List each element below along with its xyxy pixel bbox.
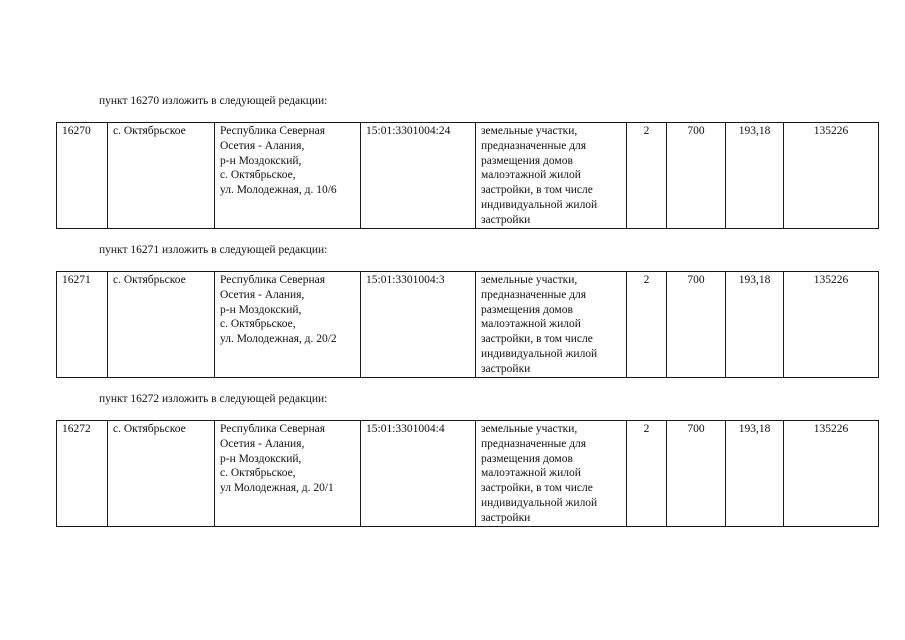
- usage-line: размещения домов: [481, 452, 573, 465]
- area-cell: 700: [667, 123, 726, 229]
- area-cell: 700: [667, 272, 726, 378]
- area-cell: 700: [667, 421, 726, 527]
- settlement-cell: с. Октябрьское: [108, 123, 215, 229]
- usage-line: малоэтажной жилой: [481, 318, 581, 331]
- usage-line: застройки: [481, 511, 531, 524]
- cadastral-number-cell: 15:01:3301004:4: [361, 421, 476, 527]
- address-line: Осетия - Алания,: [220, 288, 305, 301]
- address-line: с. Октябрьское,: [220, 169, 296, 182]
- value-cell: 135226: [784, 421, 879, 527]
- rate-cell: 193,18: [726, 123, 784, 229]
- usage-cell: [476, 123, 627, 229]
- section-intro: пункт 16272 изложить в следующей редакции:: [99, 393, 328, 405]
- address-line: Республика Северная: [220, 125, 326, 137]
- usage-line: индивидуальной жилой: [481, 496, 598, 509]
- address-line: Республика Северная: [220, 423, 326, 435]
- row-number: 16270: [57, 123, 108, 229]
- usage-line: застройки: [481, 213, 531, 226]
- row-number: 16271: [57, 272, 108, 378]
- section-intro: пункт 16271 изложить в следующей редакции:: [99, 244, 328, 256]
- usage-line: застройки, в том числе: [481, 184, 593, 197]
- usage-line: индивидуальной жилой: [481, 347, 598, 360]
- section-intro: пункт 16270 изложить в следующей редакции:: [99, 95, 328, 107]
- usage-line: малоэтажной жилой: [481, 467, 581, 480]
- address-line: р-н Моздокский,: [220, 452, 302, 465]
- row-number: 16272: [57, 421, 108, 527]
- value-cell: 135226: [784, 272, 879, 378]
- usage-cell: [476, 421, 627, 527]
- address-line: Республика Северная: [220, 274, 326, 286]
- usage-line: предназначенные для: [481, 139, 587, 152]
- usage-line: застройки, в том числе: [481, 482, 593, 495]
- rate-cell: 193,18: [726, 272, 784, 378]
- usage-line: земельные участки,: [481, 423, 578, 435]
- cadastral-number-cell: 15:01:3301004:3: [361, 272, 476, 378]
- category-cell: 2: [627, 272, 667, 378]
- category-cell: 2: [627, 123, 667, 229]
- address-cell: [215, 272, 361, 378]
- usage-line: застройки: [481, 362, 531, 375]
- address-line: р-н Моздокский,: [220, 154, 302, 167]
- address-cell: [215, 123, 361, 229]
- amendment-table: [56, 420, 879, 527]
- usage-line: размещения домов: [481, 303, 573, 316]
- usage-line: размещения домов: [481, 154, 573, 167]
- address-line: р-н Моздокский,: [220, 303, 302, 316]
- address-line: с. Октябрьское,: [220, 318, 296, 331]
- usage-line: индивидуальной жилой: [481, 198, 598, 211]
- usage-line: предназначенные для: [481, 437, 587, 450]
- table-row: [57, 123, 879, 229]
- address-line: ул Молодежная, д. 20/1: [220, 482, 334, 495]
- table-row: [57, 272, 879, 378]
- category-cell: 2: [627, 421, 667, 527]
- address-line: с. Октябрьское,: [220, 467, 296, 480]
- amendment-table: [56, 122, 879, 229]
- usage-line: земельные участки,: [481, 125, 578, 137]
- usage-cell: [476, 272, 627, 378]
- settlement-cell: с. Октябрьское: [108, 272, 215, 378]
- rate-cell: 193,18: [726, 421, 784, 527]
- usage-line: застройки, в том числе: [481, 333, 593, 346]
- amendment-table: [56, 271, 879, 378]
- address-cell: [215, 421, 361, 527]
- address-line: ул. Молодежная, д. 20/2: [220, 333, 337, 346]
- usage-line: предназначенные для: [481, 288, 587, 301]
- usage-line: земельные участки,: [481, 274, 578, 286]
- address-line: Осетия - Алания,: [220, 139, 305, 152]
- table-row: [57, 421, 879, 527]
- value-cell: 135226: [784, 123, 879, 229]
- cadastral-number-cell: 15:01:3301004:24: [361, 123, 476, 229]
- usage-line: малоэтажной жилой: [481, 169, 581, 182]
- address-line: ул. Молодежная, д. 10/6: [220, 184, 337, 197]
- settlement-cell: с. Октябрьское: [108, 421, 215, 527]
- address-line: Осетия - Алания,: [220, 437, 305, 450]
